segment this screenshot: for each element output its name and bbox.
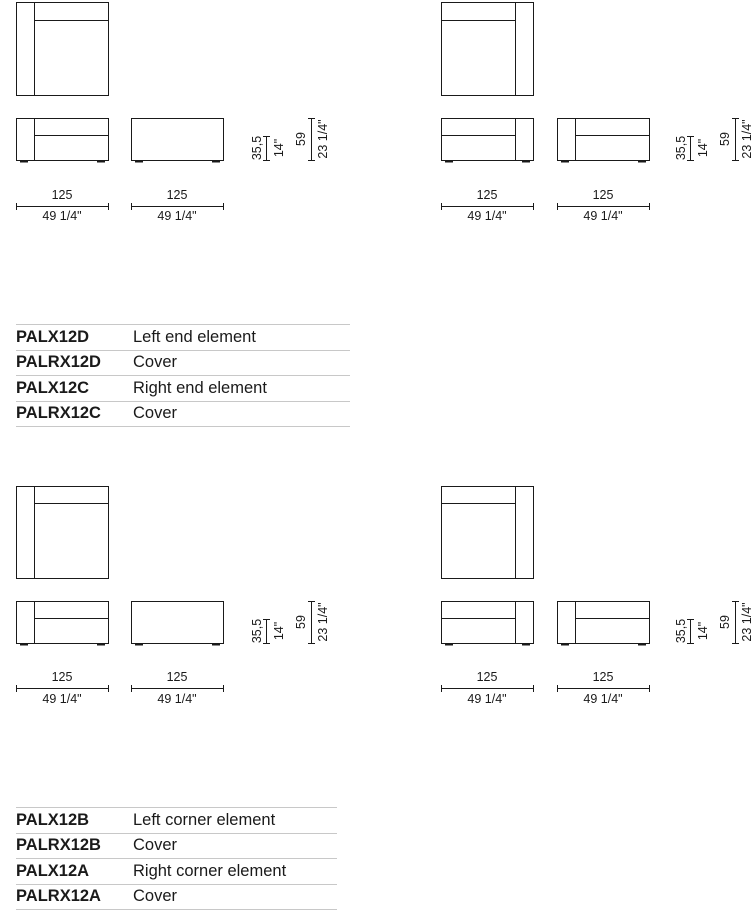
height-in-label: 23 1/4": [316, 119, 330, 159]
width-cm-label: 125: [476, 670, 498, 684]
drawing-left-corner-element: [17, 487, 224, 646]
product-description: Cover: [133, 884, 337, 910]
table-row: [16, 325, 350, 351]
product-code: PALX12B: [16, 808, 133, 834]
width-in-label: 49 1/4": [157, 209, 197, 223]
table-row: [16, 884, 337, 910]
table-row: [16, 808, 337, 834]
seat-height-in-label: 14": [696, 621, 710, 641]
width-cm-label: 125: [51, 188, 73, 202]
front-view: [442, 119, 534, 163]
height-in-label: 23 1/4": [740, 119, 754, 159]
product-code-table: [16, 807, 337, 910]
plan-view: [442, 3, 534, 96]
seat-height-in-label: 14": [696, 138, 710, 158]
width-cm-label: 125: [166, 670, 188, 684]
width-cm-label: 125: [476, 188, 498, 202]
table-row: [16, 350, 350, 376]
width-dimension: [131, 670, 224, 706]
drawing-left-end-element: [17, 3, 224, 163]
product-code: PALX12C: [16, 376, 133, 402]
width-dimension: [441, 670, 534, 706]
product-code: PALRX12D: [16, 350, 133, 376]
width-cm-label: 125: [51, 670, 73, 684]
table-row: [16, 859, 337, 885]
table-row: [16, 376, 350, 402]
drawing-right-corner-element: [442, 487, 650, 646]
product-description: Right end element: [133, 376, 350, 402]
seat-height-cm-label: 35,5: [674, 618, 688, 644]
width-in-label: 49 1/4": [467, 692, 507, 706]
seat-height-in-label: 14": [272, 621, 286, 641]
product-code: PALX12A: [16, 859, 133, 885]
overall-height-dimension: [294, 118, 330, 161]
front-view: [442, 602, 534, 646]
height-in-label: 23 1/4": [740, 602, 754, 642]
overall-height-dimension: [718, 601, 754, 644]
seat-height-cm-label: 35,5: [250, 135, 264, 161]
height-cm-label: 59: [718, 132, 732, 146]
product-description: Cover: [133, 350, 350, 376]
width-dimension: [131, 188, 224, 223]
width-dimensions: [16, 188, 650, 706]
width-in-label: 49 1/4": [42, 692, 82, 706]
width-dimension: [557, 670, 650, 706]
width-in-label: 49 1/4": [583, 209, 623, 223]
overall-height-dimension: [294, 601, 330, 644]
width-dimension: [441, 188, 534, 223]
side-view: [132, 602, 224, 646]
seat-height-dimension: [250, 619, 286, 644]
product-description: Left end element: [133, 325, 350, 351]
width-cm-label: 125: [592, 670, 614, 684]
width-in-label: 49 1/4": [157, 692, 197, 706]
width-cm-label: 125: [592, 188, 614, 202]
table-row: [16, 833, 337, 859]
seat-height-dimension: [674, 136, 710, 161]
plan-view: [442, 487, 534, 579]
plan-view: [17, 3, 109, 96]
product-description: Cover: [133, 401, 350, 427]
width-cm-label: 125: [166, 188, 188, 202]
width-in-label: 49 1/4": [42, 209, 82, 223]
seat-height-dimension: [250, 136, 286, 161]
width-dimension: [557, 188, 650, 223]
plan-view: [17, 487, 109, 579]
width-in-label: 49 1/4": [583, 692, 623, 706]
height-in-label: 23 1/4": [316, 602, 330, 642]
product-code: PALRX12C: [16, 401, 133, 427]
width-dimension: [16, 188, 109, 223]
product-description: Right corner element: [133, 859, 337, 885]
product-code-table: [16, 324, 350, 427]
product-description: Left corner element: [133, 808, 337, 834]
width-dimension: [16, 670, 109, 706]
product-description: Cover: [133, 833, 337, 859]
seat-height-dimension: [674, 619, 710, 644]
drawing-right-end-element: [442, 3, 650, 163]
product-code: PALRX12A: [16, 884, 133, 910]
height-cm-label: 59: [294, 615, 308, 629]
back-view: [558, 119, 650, 163]
height-cm-label: 59: [718, 615, 732, 629]
product-code: PALX12D: [16, 325, 133, 351]
front-view: [17, 119, 109, 163]
height-cm-label: 59: [294, 132, 308, 146]
back-view: [558, 602, 650, 646]
seat-height-cm-label: 35,5: [674, 135, 688, 161]
front-view: [17, 602, 109, 646]
seat-height-in-label: 14": [272, 138, 286, 158]
seat-height-cm-label: 35,5: [250, 618, 264, 644]
overall-height-dimension: [718, 118, 754, 161]
side-view: [132, 119, 224, 163]
product-code: PALRX12B: [16, 833, 133, 859]
width-in-label: 49 1/4": [467, 209, 507, 223]
table-row: [16, 401, 350, 427]
